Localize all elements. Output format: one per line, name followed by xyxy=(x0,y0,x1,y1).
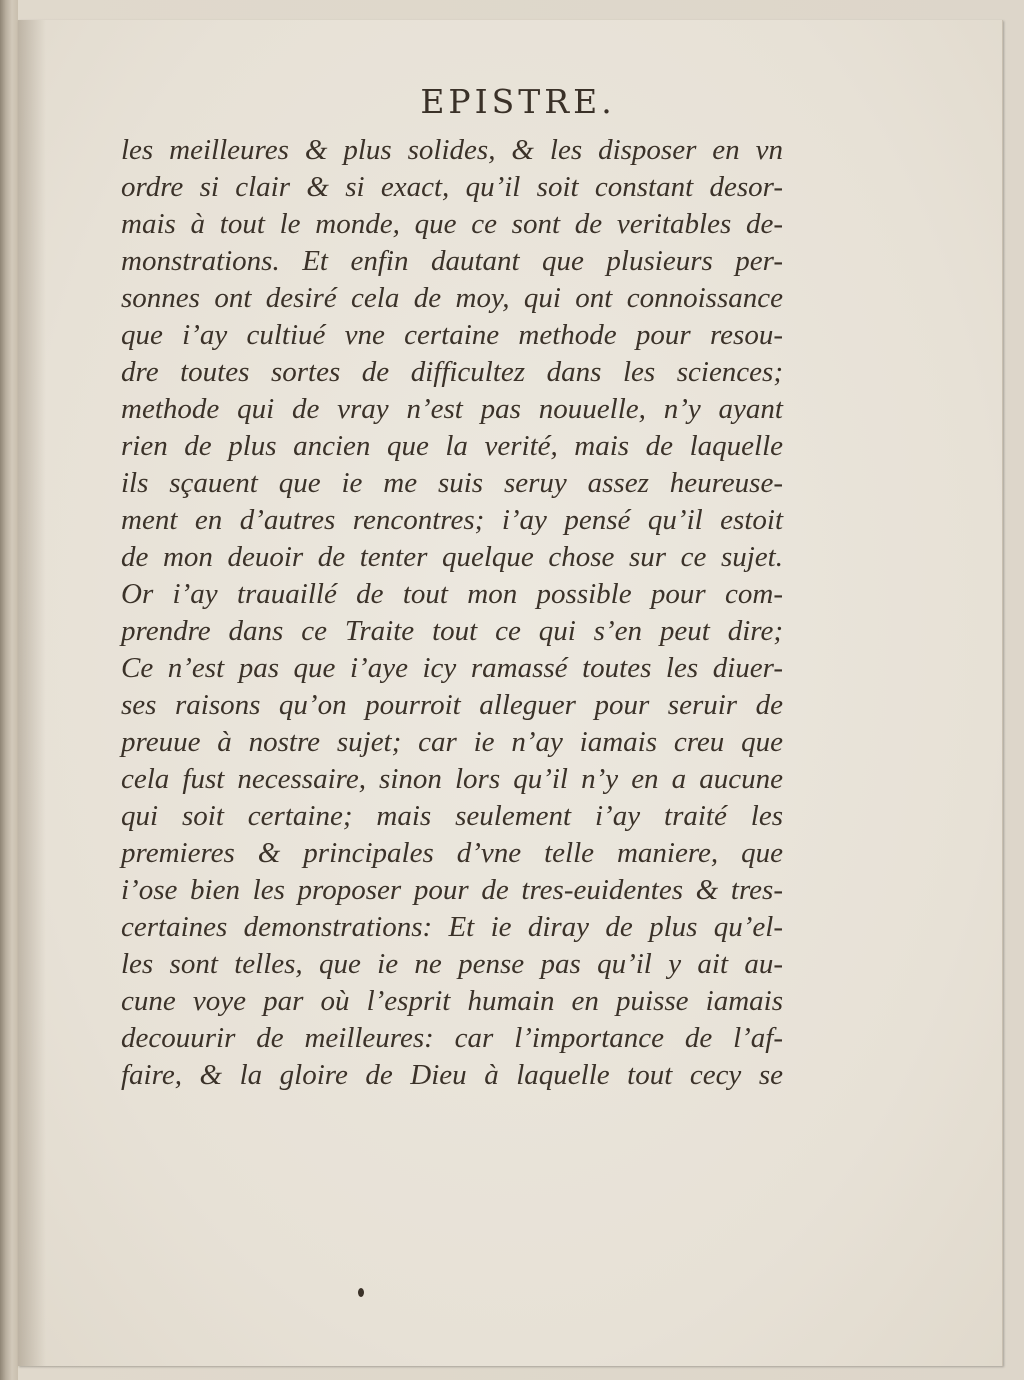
text-line: faire, & la gloire de Dieu à laquelle tout cecy se xyxy=(121,1059,783,1091)
text-line: decouurir de meilleures: car l’importance de l’af- xyxy=(121,1022,783,1054)
text-line: certaines demonstrations: Et ie diray de plus qu’el- xyxy=(121,911,783,943)
text-line: preuue à nostre sujet; car ie n’ay iamais creu que xyxy=(121,726,783,758)
text-line: ordre si clair & si exact, qu’il soit constant desor- xyxy=(121,171,783,203)
text-line: sonnes ont desiré cela de moy, qui ont connoissance xyxy=(121,282,783,314)
text-line: qui soit certaine; mais seulement i’ay traité les xyxy=(121,800,783,832)
text-line: les meilleures & plus solides, & les disposer en vn xyxy=(121,134,783,166)
text-line: monstrations. Et enfin dautant que plusieurs per- xyxy=(121,245,783,277)
text-line: cune voye par où l’esprit humain en puisse iamais xyxy=(121,985,783,1017)
text-line: premieres & principales d’vne telle maniere, que xyxy=(121,837,783,869)
previous-page-edge xyxy=(0,0,18,1380)
ink-spot xyxy=(358,1288,364,1297)
text-line: Or i’ay trauaillé de tout mon possible pour com- xyxy=(121,578,783,610)
text-line: que i’ay cultiué vne certaine methode pour resou- xyxy=(121,319,783,351)
text-line: les sont telles, que ie ne pense pas qu’il y ait au- xyxy=(121,948,783,980)
text-line: ment en d’autres rencontres; i’ay pensé qu’il estoit xyxy=(121,504,783,536)
text-line: ils sçauent que ie me suis seruy assez heureuse- xyxy=(121,467,783,499)
text-line: rien de plus ancien que la verité, mais de laquelle xyxy=(121,430,783,462)
running-head: EPISTRE. xyxy=(420,82,616,121)
text-line: prendre dans ce Traite tout ce qui s’en peut dire; xyxy=(121,615,783,647)
text-line: i’ose bien les proposer pour de tres-euidentes & tres- xyxy=(121,874,783,906)
text-line: de mon deuoir de tenter quelque chose sur ce sujet. xyxy=(121,541,783,573)
text-line: cela fust necessaire, sinon lors qu’il n’y en a aucune xyxy=(121,763,783,795)
gutter-shadow xyxy=(18,20,46,1366)
text-line: Ce n’est pas que i’aye icy ramassé toutes les diuer- xyxy=(121,652,783,684)
body-text xyxy=(121,132,783,1094)
text-line: ses raisons qu’on pourroit alleguer pour seruir de xyxy=(121,689,783,721)
text-line: methode qui de vray n’est pas nouuelle, n’y ayant xyxy=(121,393,783,425)
text-line: dre toutes sortes de difficultez dans les sciences; xyxy=(121,356,783,388)
book-page xyxy=(18,20,1003,1366)
text-line: mais à tout le monde, que ce sont de veritables de- xyxy=(121,208,783,240)
